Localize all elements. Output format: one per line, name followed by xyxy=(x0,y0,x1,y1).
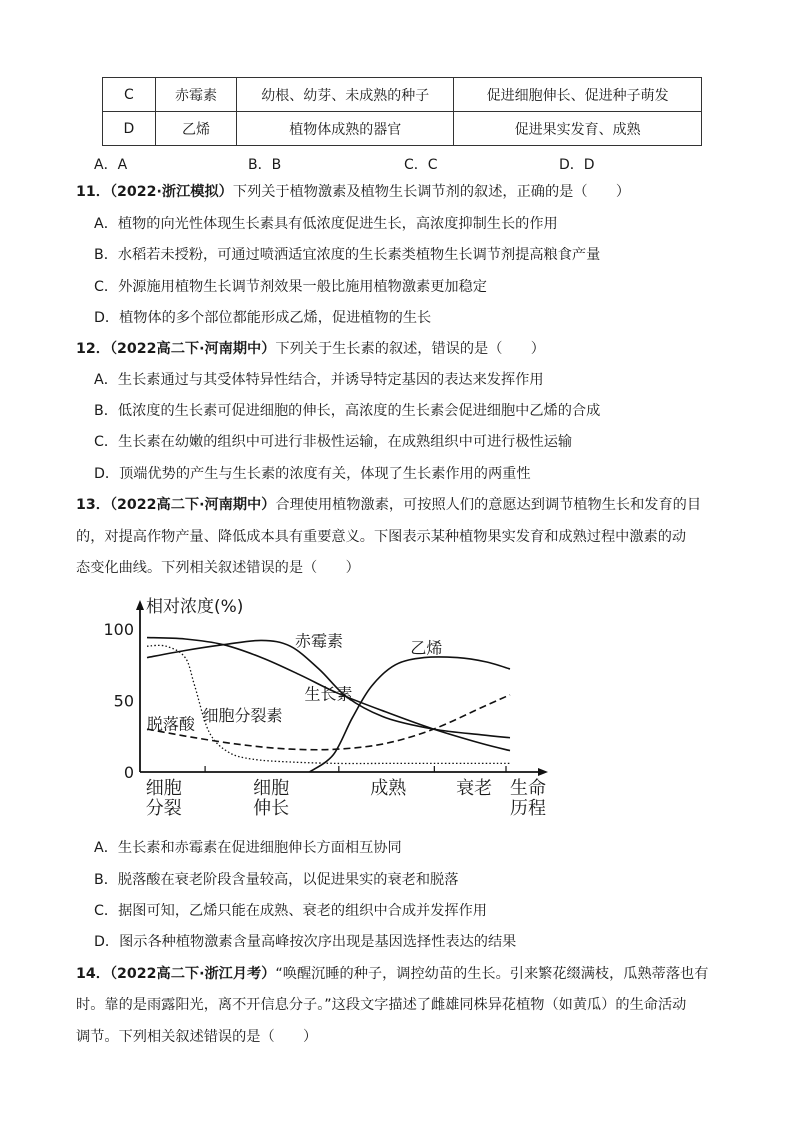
x-axis-arrow xyxy=(538,768,548,776)
question-number: 14． xyxy=(76,966,110,982)
table-row xyxy=(103,78,702,112)
option-d: D．D xyxy=(559,157,595,173)
question-source: （2022高二下·河南期中） xyxy=(109,341,276,357)
chart-series xyxy=(147,638,510,772)
q12-option-a: A．生长素通过与其受体特异性结合，并诱导特定基因的表达来发挥作用 xyxy=(94,372,544,388)
series-label: 赤霉素 xyxy=(294,631,343,651)
question-source: （2022高二下·河南期中） xyxy=(109,497,276,513)
question-source: （2022·浙江模拟） xyxy=(109,184,233,200)
q11-option-d: D．植物体的多个部位都能形成乙烯，促进植物的生长 xyxy=(94,310,432,326)
series-line-细胞分裂素 xyxy=(147,645,510,763)
series-line-乙烯 xyxy=(309,657,510,772)
x-stage-label: 成熟 xyxy=(370,778,407,799)
x-axis-label: 历程 xyxy=(510,798,546,819)
q11-option-a: A．植物的向光性体现生长素具有低浓度促进生长，高浓度抑制生长的作用 xyxy=(94,216,558,232)
y-axis-arrow xyxy=(136,600,144,610)
q13-option-c: C．据图可知，乙烯只能在成熟、衰老的组织中合成并发挥作用 xyxy=(94,903,487,919)
table-cell: 植物体成熟的器官 xyxy=(237,112,454,146)
question-source: （2022高二下·浙江月考） xyxy=(109,966,276,982)
hormone-chart xyxy=(100,594,560,824)
question-number: 13． xyxy=(76,497,110,513)
hormone-table xyxy=(102,77,702,146)
q13-stem xyxy=(76,495,701,515)
q14-stem-line: 调节。下列相关叙述错误的是（ ） xyxy=(76,1029,318,1045)
y-axis-label: 相对浓度(%) xyxy=(146,597,244,617)
q11-stem xyxy=(76,182,630,202)
q13-option-b: B．脱落酸在衰老阶段含量较高，以促进果实的衰老和脱落 xyxy=(94,872,459,888)
table-row xyxy=(103,112,702,146)
q13-stem-line: 态变化曲线。下列相关叙述错误的是（ ） xyxy=(76,560,360,576)
series-label: 生长素 xyxy=(304,684,353,704)
series-label: 细胞分裂素 xyxy=(202,705,283,725)
q13-option-d: D．图示各种植物激素含量高峰按次序出现是基因选择性表达的结果 xyxy=(94,934,517,950)
y-tick-label: 100 xyxy=(103,620,134,639)
table-cell: 幼根、幼芽、未成熟的种子 xyxy=(237,78,454,112)
q13-stem-line: 的，对提高作物产量、降低成本具有重要意义。下图表示某种植物果实发育和成熟过程中激素的动 xyxy=(76,529,687,545)
question-text: 合理使用植物激素，可按照人们的意愿达到调节植物生长和发育的目 xyxy=(275,497,702,513)
x-stage-label: 细胞 xyxy=(145,778,182,799)
q12-option-b: B．低浓度的生长素可促进细胞的伸长，高浓度的生长素会促进细胞中乙烯的合成 xyxy=(94,403,601,419)
option-c: C．C xyxy=(404,157,438,173)
table-cell: C xyxy=(103,78,156,112)
y-tick-label: 0 xyxy=(123,763,134,782)
table-cell: D xyxy=(103,112,156,146)
q12-option-d: D．顶端优势的产生与生长素的浓度有关，体现了生长素作用的两重性 xyxy=(94,466,531,482)
table-cell: 赤霉素 xyxy=(155,78,237,112)
q12-stem xyxy=(76,339,545,359)
series-label: 脱落酸 xyxy=(146,714,195,734)
q13-option-a: A．生长素和赤霉素在促进细胞伸长方面相互协同 xyxy=(94,840,402,856)
question-number: 12． xyxy=(76,341,110,357)
q14-stem xyxy=(76,964,708,984)
x-stage-label: 伸长 xyxy=(253,798,290,819)
option-b: B．B xyxy=(248,157,282,173)
table-cell: 乙烯 xyxy=(155,112,237,146)
x-stage-label: 细胞 xyxy=(253,778,290,799)
x-stage-label: 衰老 xyxy=(456,778,493,799)
q11-option-c: C．外源施用植物生长调节剂效果一般比施用植物激素更加稳定 xyxy=(94,279,487,295)
table-cell: 促进果实发育、成熟 xyxy=(454,112,702,146)
question-text: 下列关于生长素的叙述，错误的是（ ） xyxy=(275,341,545,357)
question-text: “唤醒沉睡的种子，调控幼苗的生长。引来繁花缀满枝，瓜熟蒂落也有 xyxy=(275,966,709,982)
option-a: A．A xyxy=(94,157,128,173)
question-text: 下列关于植物激素及植物生长调节剂的叙述，正确的是（ ） xyxy=(232,184,631,200)
q12-option-c: C．生长素在幼嫩的组织中可进行非极性运输，在成熟组织中可进行极性运输 xyxy=(94,434,573,450)
q11-option-b: B．水稻若未授粉，可通过喷洒适宜浓度的生长素类植物生长调节剂提高粮食产量 xyxy=(94,247,601,263)
question-number: 11． xyxy=(76,184,110,200)
series-label: 乙烯 xyxy=(410,638,443,658)
x-stage-label: 分裂 xyxy=(145,798,182,819)
table-cell: 促进细胞伸长、促进种子萌发 xyxy=(454,78,702,112)
x-axis-label: 生命 xyxy=(510,778,546,799)
y-tick-label: 50 xyxy=(113,691,134,711)
q14-stem-line: 时。靠的是雨露阳光，离不开信息分子。”这段文字描述了雌雄同株异花植物（如黄瓜）的生命活动 xyxy=(76,997,687,1013)
